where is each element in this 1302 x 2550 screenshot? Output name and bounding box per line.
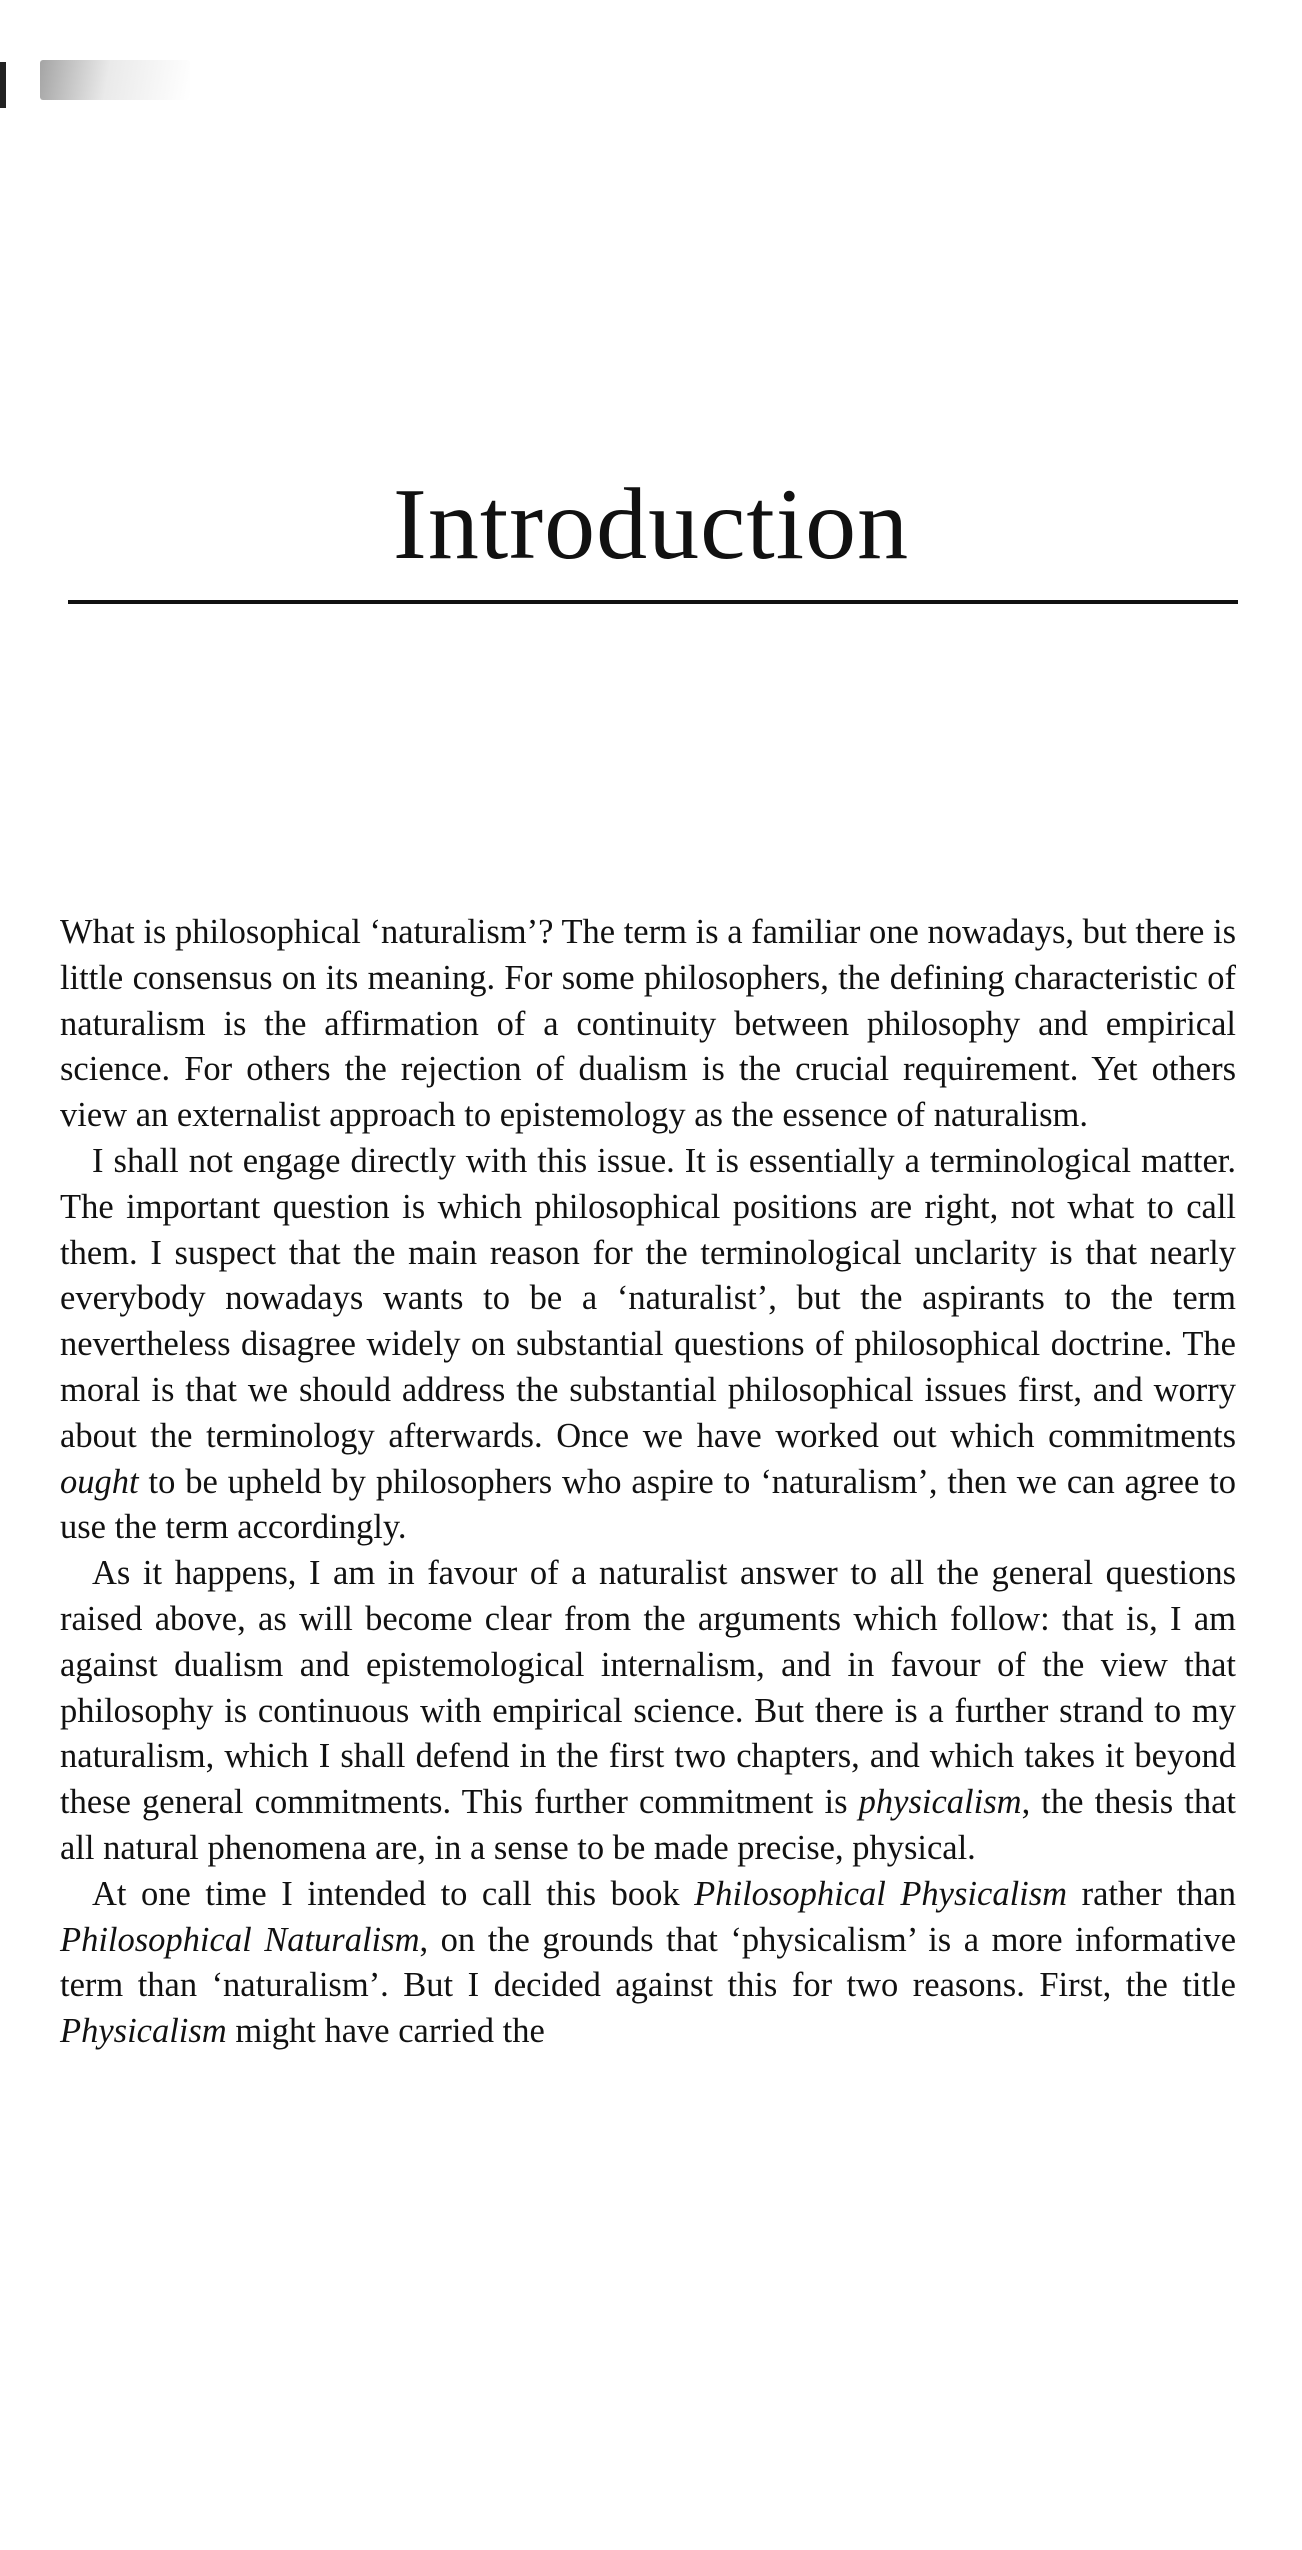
scan-edge-mark: [0, 62, 6, 108]
paragraph-4: [60, 1872, 1236, 2055]
paragraph-3-text-end: , the thesis that all natural phenomena are, in a sense to be made precise, physical.: [60, 1783, 1237, 1867]
paragraph-2: [60, 1139, 1236, 1551]
paragraph-1: [60, 910, 1236, 1139]
body-text: [60, 910, 1236, 2055]
paragraph-4-text: At one time I intended to call this book: [92, 1874, 695, 1913]
paragraph-4-title-philosophical-naturalism: Philosophical Naturalism: [60, 1920, 420, 1959]
paragraph-4-text-3: , on the grounds that ‘physicalism’ is a more informative term than ‘naturalism’. But I decided against this for two reasons. First, the title: [60, 1920, 1237, 2005]
title-rule: [68, 600, 1238, 604]
paragraph-2-text: I shall not engage directly with this issue. It is essentially a terminological matter. The important question is which philosophical positions are right, not what to call them. I suspect that the main reason for the terminological unclarity is that nearly everybody nowadays wants to be a ‘naturalist’, but the aspirants to the term nevertheless disagree widely on substantial questions of philosophical doctrine. The moral is that we should address the substantial philosophical issues first, and worry about the terminology afterwards. Once we have worked out which commitments: [60, 1141, 1236, 1455]
paragraph-3-text: As it happens, I am in favour of a naturalist answer to all the general questions raised above, as will become clear from the arguments which follow: that is, I am against dualism and epistemological internalism, and in favour of the view that philosophy is continuous with empirical science. But there is a further strand to my naturalism, which I shall defend in the first two chapters, and which takes it beyond these general commitments. This further commitment is: [60, 1554, 1236, 1822]
paragraph-2-text-end: to be upheld by philosophers who aspire to ‘naturalism’, then we can agree to use the term accordingly.: [60, 1462, 1236, 1547]
paragraph-4-title-physicalism: Physicalism: [60, 2012, 227, 2051]
paragraph-1-text: What is philosophical ‘naturalism’? The term is a familiar one nowadays, but there is little consensus on its meaning. For some philosophers, the defining characteristic of naturalism is the affirmation of a continuity between philosophy and empirical science. For others the rejection of dualism is the crucial requirement. Yet others view an externalist approach to epistemology as the essence of naturalism.: [60, 913, 1236, 1135]
scan-smudge: [40, 60, 190, 100]
chapter-title: Introduction: [392, 468, 910, 581]
paragraph-4-title-philosophical-physicalism: Philosophical Physicalism: [694, 1874, 1068, 1913]
paragraph-3-emphasis-physicalism: physicalism: [858, 1783, 1022, 1822]
paragraph-4-text-2: rather than: [1067, 1874, 1236, 1913]
paragraph-4-text-end: might have carried the: [226, 2012, 545, 2051]
paragraph-3: [60, 1551, 1236, 1872]
paragraph-2-emphasis-ought: ought: [60, 1462, 139, 1501]
